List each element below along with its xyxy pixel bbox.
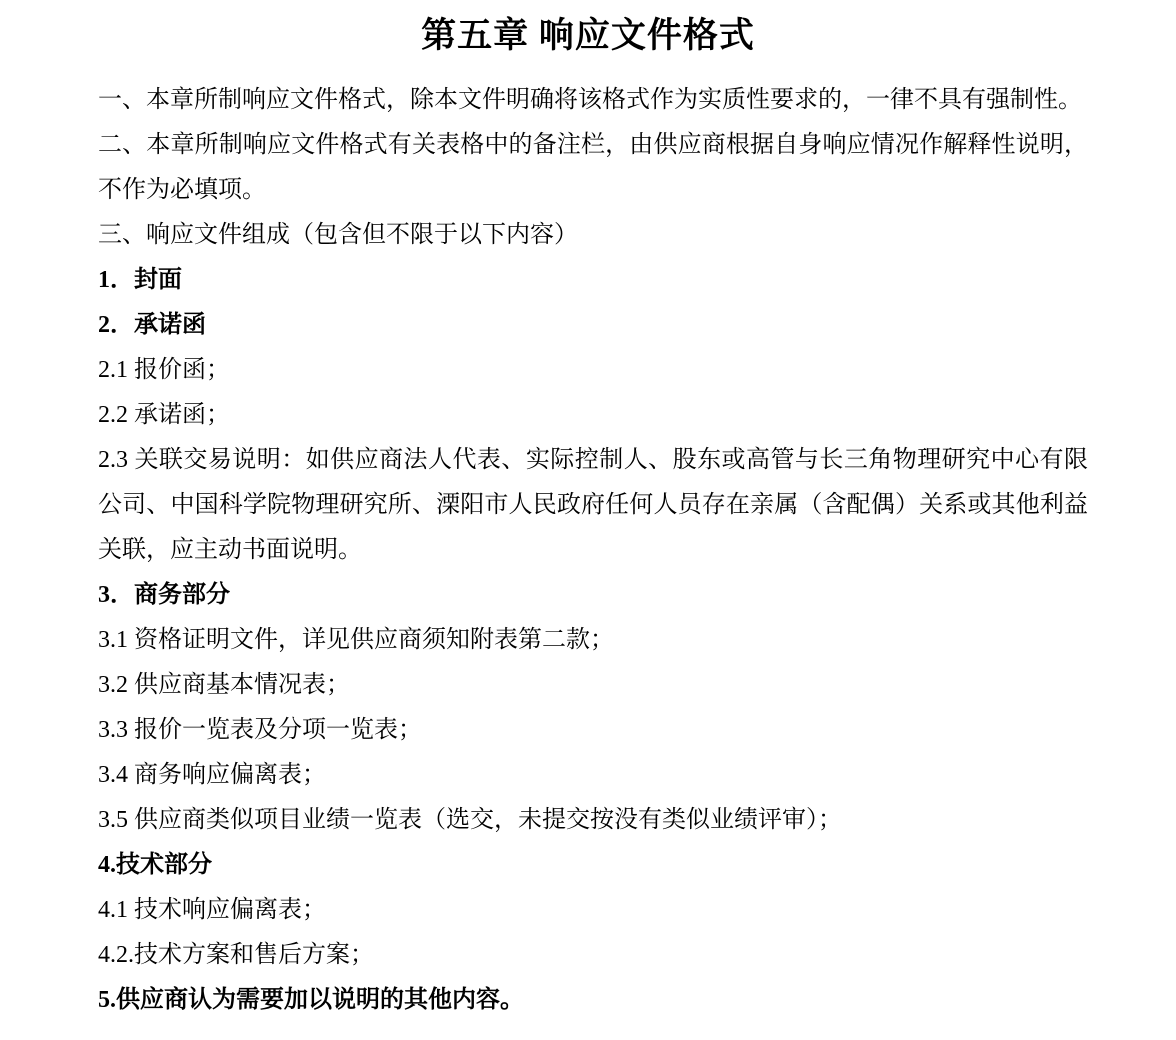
note-paragraph-1: 一、本章所制响应文件格式，除本文件明确将该格式作为实质性要求的，一律不具有强制性。 bbox=[98, 87, 1082, 113]
outline-heading-commitment: 2．承诺函 bbox=[98, 312, 206, 338]
outline-item-4-2: 4.2.技术方案和售后方案； bbox=[98, 942, 374, 968]
outline-item-3-2: 3.2 供应商基本情况表； bbox=[98, 672, 350, 698]
outline-item-2-1: 2.1 报价函； bbox=[98, 357, 230, 383]
outline-heading-commercial: 3．商务部分 bbox=[98, 582, 230, 608]
note-paragraph-3: 三、响应文件组成（包含但不限于以下内容） bbox=[98, 222, 578, 248]
outline-item-4-1: 4.1 技术响应偏离表； bbox=[98, 897, 326, 923]
outline-item-3-3: 3.3 报价一览表及分项一览表； bbox=[98, 717, 422, 743]
outline-item-3-4: 3.4 商务响应偏离表； bbox=[98, 762, 326, 788]
outline-item-3-1: 3.1 资格证明文件，详见供应商须知附表第二款； bbox=[98, 627, 614, 653]
note-paragraph-2: 二、本章所制响应文件格式有关表格中的备注栏，由供应商根据自身响应情况作解释性说明，不作为必填项。 bbox=[98, 132, 1088, 203]
outline-item-3-5: 3.5 供应商类似项目业绩一览表（选交，未提交按没有类似业绩评审）； bbox=[98, 807, 842, 833]
outline-heading-other: 5.供应商认为需要加以说明的其他内容。 bbox=[98, 987, 524, 1013]
outline-heading-cover: 1．封面 bbox=[98, 267, 182, 293]
outline-item-2-3: 2.3 关联交易说明：如供应商法人代表、实际控制人、股东或高管与长三角物理研究中心有限公司、中国科学院物理研究所、溧阳市人民政府任何人员存在亲属（含配偶）关系或其他利益关联，应主动书面说明。 bbox=[98, 447, 1088, 563]
document-body bbox=[0, 78, 1176, 1023]
chapter-title: 第五章 响应文件格式 bbox=[421, 16, 755, 55]
outline-item-2-2: 2.2 承诺函； bbox=[98, 402, 230, 428]
outline-heading-technical: 4.技术部分 bbox=[98, 852, 212, 878]
